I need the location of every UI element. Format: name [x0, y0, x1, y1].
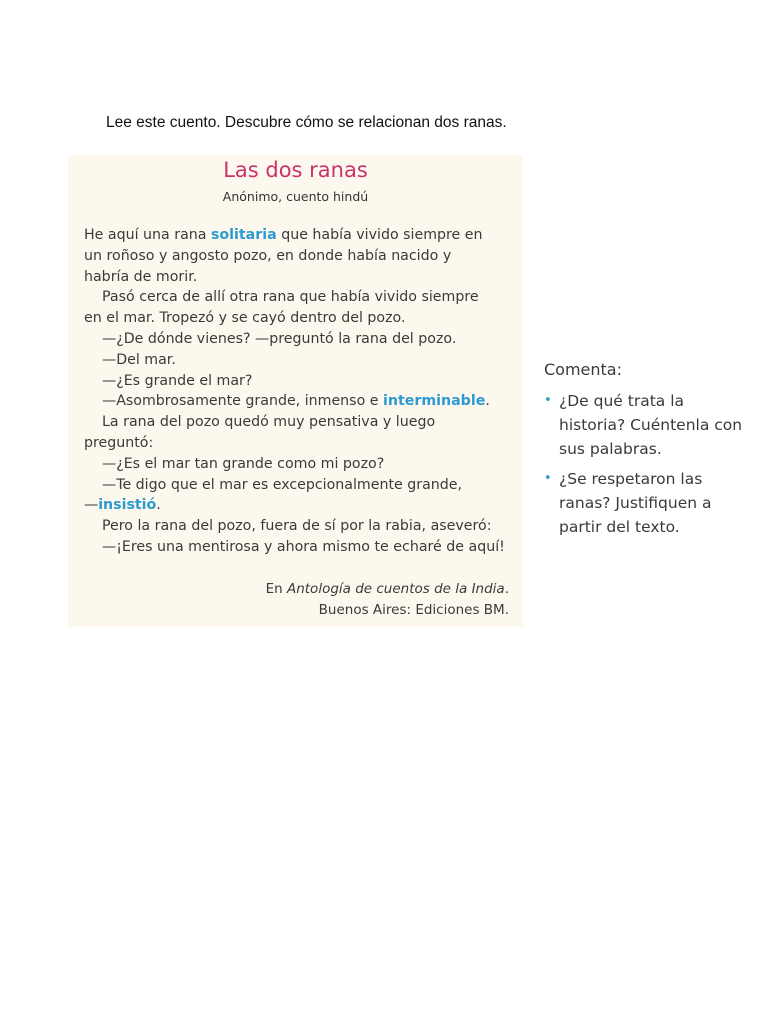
comenta-title: Comenta: [544, 360, 622, 379]
story-body [84, 225, 514, 558]
comenta-question: • ¿De qué trata la historia? Cuéntenla con sus palabras. [544, 389, 744, 461]
dialogue-line: —¿Es grande el mar? [102, 372, 253, 389]
instruction-text: Lee este cuento. Descubre cómo se relacionan dos ranas. [106, 114, 507, 131]
keyword-solitaria: solitaria [210, 227, 277, 243]
story-line: preguntó: [84, 434, 154, 451]
keyword-interminable: interminable [383, 393, 486, 410]
story-line: un roñoso y angosto pozo, en donde había nacido y [84, 247, 452, 264]
credit-book-title: Antología de cuentos de la India [286, 581, 505, 597]
story-box [68, 155, 523, 627]
comenta-question: • ¿Se respetaron las ranas? Justifiquen a partir del texto. [544, 467, 744, 539]
story-line: habría de morir. [84, 268, 198, 285]
dialogue-line: —Te digo que el mar es excepcionalmente grande, [102, 476, 463, 493]
credit-line: En Antología de cuentos de la India. [265, 581, 509, 597]
dialogue-line: —Del mar. [102, 351, 176, 368]
story-credits [266, 579, 509, 621]
story-line: He aquí una rana solitaria que había vivido siempre en [84, 227, 483, 243]
dialogue-line: —¿De dónde vienes? —preguntó la rana del pozo. [102, 330, 457, 347]
keyword-insistio: insistió [98, 497, 157, 514]
dialogue-line: —¡Eres una mentirosa y ahora mismo te echaré de aquí! [102, 538, 505, 555]
story-line: La rana del pozo quedó muy pensativa y luego [102, 414, 436, 431]
story-title: Las dos ranas [223, 158, 368, 182]
bullet-icon: • [544, 471, 552, 486]
dialogue-line: —¿Es el mar tan grande como mi pozo? [102, 455, 385, 472]
dialogue-line: —insistió. [84, 497, 161, 514]
bullet-icon: • [544, 393, 552, 408]
story-line: Pero la rana del pozo, fuera de sí por la rabia, aseveró: [102, 518, 492, 535]
story-subtitle: Anónimo, cuento hindú [222, 189, 369, 204]
story-line: en el mar. Tropezó y se cayó dentro del pozo. [84, 310, 406, 327]
credit-publisher: Buenos Aires: Ediciones BM. [318, 602, 509, 618]
story-line: Pasó cerca de allí otra rana que había vivido siempre [102, 289, 479, 306]
dialogue-line: —Asombrosamente grande, inmenso e interminable. [102, 393, 490, 410]
comenta-panel [544, 360, 744, 545]
